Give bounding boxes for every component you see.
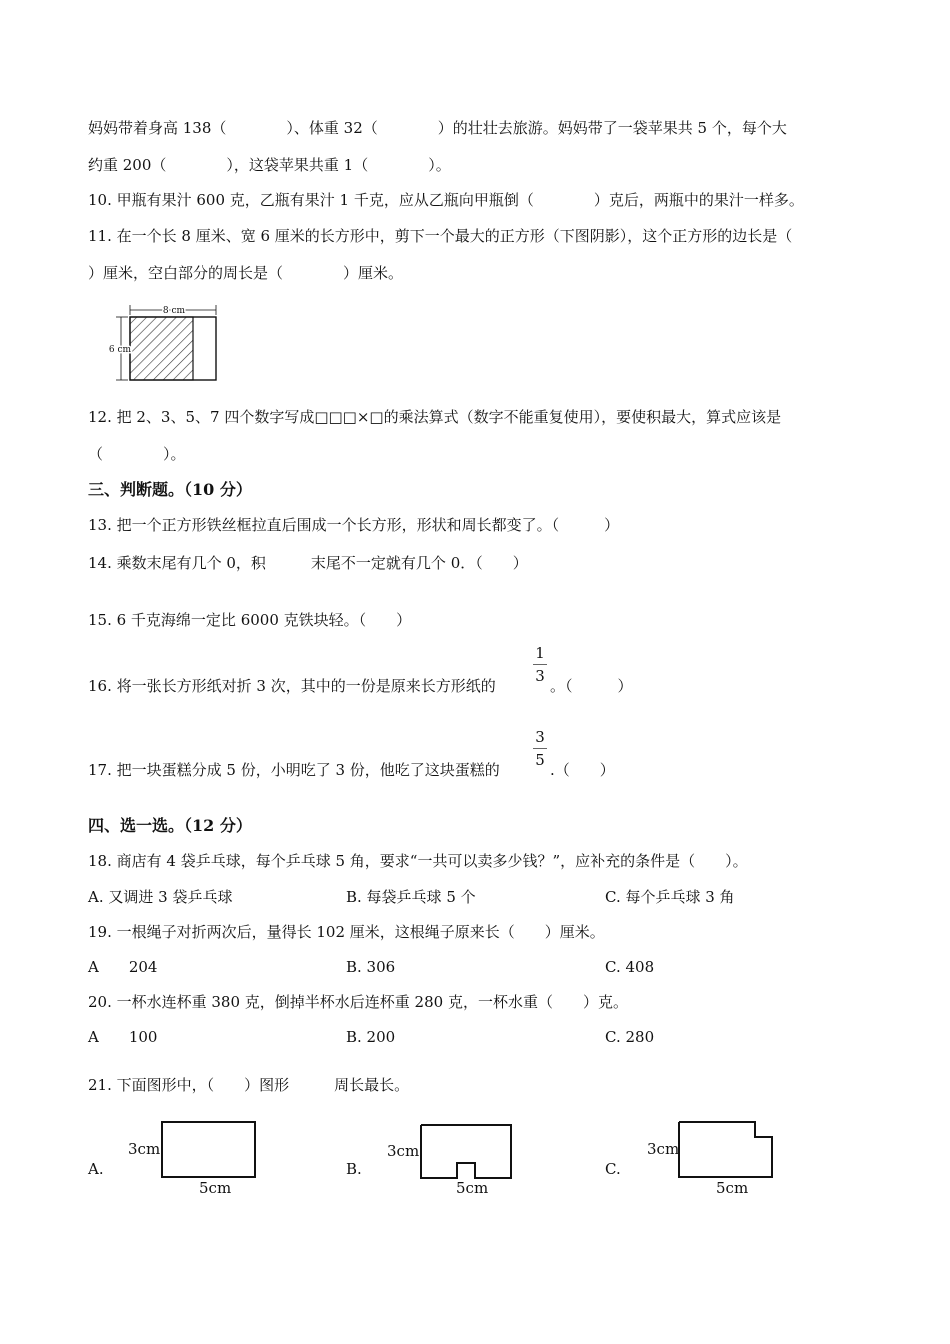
q11-top-label: 8 cm <box>162 306 186 316</box>
question-14: 14. 乘数末尾有几个 0，积 末尾不一定就有几个 0．（ ） <box>88 554 528 572</box>
text-line-2: 约重 200（ ），这袋苹果共重 1（ ）。 <box>88 156 451 174</box>
question-10: 10. 甲瓶有果汁 600 克，乙瓶有果汁 1 千克，应从乙瓶向甲瓶倒（ ）克后，两瓶中的果汁一样多。 <box>88 191 804 209</box>
q21-figure-b <box>383 1118 523 1198</box>
q18-option-b: B. 每袋乒乓球 5 个 <box>346 888 476 906</box>
q16-numerator: 1 <box>535 644 545 662</box>
q20-option-c: C. 280 <box>605 1028 655 1046</box>
q11-side-label: 6 cm <box>108 345 132 355</box>
question-12-line-2: （ ）。 <box>88 445 186 463</box>
q17-numerator: 3 <box>535 728 545 746</box>
q21-option-c-label: C. <box>605 1160 621 1178</box>
question-11-line-2: ）厘米，空白部分的周长是（ ）厘米。 <box>88 264 404 282</box>
q21-a-width-label: 5cm <box>199 1179 232 1197</box>
q21-b-height-label: 3cm <box>387 1142 420 1160</box>
q11-rectangle-figure <box>104 300 219 386</box>
question-21: 21. 下面图形中，（ ）图形 周长最长。 <box>88 1076 410 1094</box>
q19-option-b: B. 306 <box>346 958 396 976</box>
question-20: 20. 一杯水连杯重 380 克，倒掉半杯水后连杯重 280 克，一杯水重（ ）克。 <box>88 993 628 1011</box>
q21-c-width-label: 5cm <box>716 1179 749 1197</box>
question-19: 19. 一根绳子对折两次后，量得长 102 厘米，这根绳子原来长（ ）厘米。 <box>88 923 605 941</box>
q19-option-c: C. 408 <box>605 958 655 976</box>
q21-option-a-label: A. <box>88 1160 104 1178</box>
q21-figure-a <box>124 1118 264 1198</box>
q21-b-width-label: 5cm <box>456 1179 489 1197</box>
q19-option-a: A 204 <box>88 958 158 976</box>
q21-option-b-label: B. <box>346 1160 362 1178</box>
question-12-line-1: 12. 把 2、3、5、7 四个数字写成□□□×□的乘法算式（数字不能重复使用），要使积最大，算式应该是 <box>88 408 782 426</box>
q21-a-height-label: 3cm <box>128 1140 161 1158</box>
q21-c-height-label: 3cm <box>647 1140 680 1158</box>
q17-denominator: 5 <box>535 751 545 769</box>
q16-answer-blank: 。（ ） <box>550 677 633 695</box>
q20-option-a: A 100 <box>88 1028 158 1046</box>
question-13: 13. 把一个正方形铁丝框拉直后围成一个长方形，形状和周长都变了。（ ） <box>88 516 620 534</box>
question-17: 17. 把一块蛋糕分成 5 份，小明吃了 3 份，他吃了这块蛋糕的 <box>88 761 500 779</box>
q21-figure-c <box>643 1118 783 1198</box>
question-15: 15. 6 千克海绵一定比 6000 克铁块轻。（ ） <box>88 611 412 629</box>
q20-option-b: B. 200 <box>346 1028 396 1046</box>
question-18: 18. 商店有 4 袋乒乓球，每个乒乓球 5 角，要求“一共可以卖多少钱？”，应补充的条件是（ ）。 <box>88 852 748 870</box>
q16-fraction-bar <box>533 664 547 665</box>
q17-answer-blank: .（ ） <box>550 761 615 779</box>
q17-fraction-bar <box>533 748 547 749</box>
section-3-heading: 三、判断题。（10 分） <box>88 480 252 499</box>
q16-fraction <box>533 644 547 685</box>
question-11-line-1: 11. 在一个长 8 厘米、宽 6 厘米的长方形中，剪下一个最大的正方形（下图阴影），这个正方形的边长是（ <box>88 227 793 245</box>
question-16: 16. 将一张长方形纸对折 3 次，其中的一份是原来长方形纸的 <box>88 677 496 695</box>
q18-option-c: C. 每个乒乓球 3 角 <box>605 888 735 906</box>
text-line-1: 妈妈带着身高 138（ ）、体重 32（ ）的壮壮去旅游。妈妈带了一袋苹果共 5 个，每个大 <box>88 119 787 137</box>
section-4-heading: 四、选一选。（12 分） <box>88 816 252 835</box>
q17-fraction <box>533 728 547 769</box>
q16-denominator: 3 <box>535 667 545 685</box>
q18-option-a: A. 又调进 3 袋乒乓球 <box>88 888 233 906</box>
